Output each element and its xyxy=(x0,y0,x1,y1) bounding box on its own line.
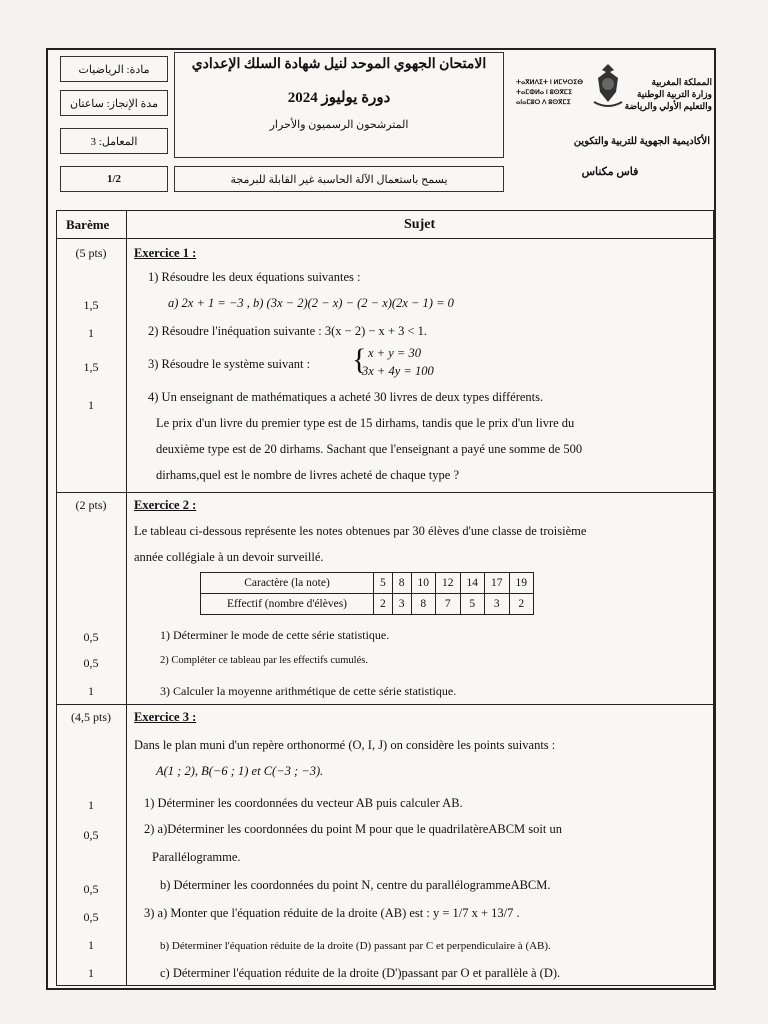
exam-title: الامتحان الجهوي الموحد لنيل شهادة السلك الإعدادي xyxy=(191,57,487,72)
coefficient-label: المعامل: 3 xyxy=(90,135,138,148)
ex3-q3c-points: 1 xyxy=(88,966,94,980)
header-row-line xyxy=(56,238,714,239)
table-cell: 2 xyxy=(374,594,393,615)
ex1-title: Exercice 1 : xyxy=(134,246,197,260)
sujet-header: Sujet xyxy=(404,217,436,232)
ex2-q2-points: 0,5 xyxy=(83,656,99,670)
region-label: فاس مكناس xyxy=(581,166,639,178)
bareme-divider xyxy=(126,210,127,986)
candidates-label: المترشحون الرسميون والأحرار xyxy=(269,119,409,131)
table-cell: 8 xyxy=(411,594,436,615)
duration-label: مدة الإنجاز: ساعتان xyxy=(69,97,159,110)
subject-label: مادة: الرياضيات xyxy=(78,63,150,76)
calculator-note: يسمح باستعمال الآلة الحاسبة غير القابلة للبرمجة xyxy=(230,173,448,186)
ex2-intro-line2: année collégiale à un devoir surveillé. xyxy=(134,550,324,564)
system-eq1: x + y = 30 xyxy=(368,346,421,360)
bareme-header: Barème xyxy=(66,217,110,232)
ex2-q2: 2) Compléter ce tableau par les effectifs cumulés. xyxy=(160,655,368,666)
academy-label: الأكاديمية الجهوية للتربية والتكوين xyxy=(573,136,710,147)
table-cell: 3 xyxy=(485,594,510,615)
coefficient-box xyxy=(60,128,168,154)
ex1-bottom-line xyxy=(56,492,714,493)
ex1-q1-equations: a) 2x + 1 = −3 , b) (3x − 2)(2 − x) − (2 − x)(2x − 1) = 0 xyxy=(168,296,454,310)
ex1-q3: 3) Résoudre le système suivant : xyxy=(148,357,311,371)
table-cell: 5 xyxy=(460,594,485,615)
system-eq2: 3x + 4y = 100 xyxy=(362,364,434,378)
ex1-q1: 1) Résoudre les deux équations suivantes : xyxy=(148,270,361,284)
ex3-q3c: c) Déterminer l'équation réduite de la droite (D')passant par O et parallèle à (D). xyxy=(160,966,561,980)
ex1-q4-line4: dirhams,quel est le nombre de livres acheté de chaque type ? xyxy=(156,468,460,482)
ex3-q3b-points: 1 xyxy=(88,938,94,952)
table-cell: 5 xyxy=(374,573,393,594)
ex2-title: Exercice 2 : xyxy=(134,498,197,512)
institution-arabic xyxy=(612,76,712,112)
ministry-label: وزارة التربية الوطنية xyxy=(636,89,712,99)
system-brace: { xyxy=(352,343,367,376)
table-cell: 17 xyxy=(485,573,510,594)
table-cell: 2 xyxy=(509,594,534,615)
ex1-q4-line2: Le prix d'un livre du premier type est de 15 dirhams, tandis que le prix d'un livre du xyxy=(156,416,575,430)
ex3-q3b: b) Déterminer l'équation réduite de la droite (D) passant par C et perpendiculaire à (AB). xyxy=(160,940,551,952)
ex3-q1-points: 1 xyxy=(88,798,94,812)
ex1-q4: 4) Un enseignant de mathématiques a acheté 30 livres de deux types différents. xyxy=(148,390,544,404)
ex3-points: (4,5 pts) xyxy=(71,710,111,724)
ex2-bottom-line xyxy=(56,704,714,705)
institution-latin: ⵜⴰⴳⵍⴷⵉⵜ ⵏ ⵍⵎⵖⵔⵉⴱ ⵜⴰⵎⵀⵍⴰ ⵏ ⵓⵙⴳⵎⵉ ⴰⵏⴰⵎⵓⵔ ⴷ ⵓⵙⴳⵎⵉ xyxy=(516,79,583,106)
ministry-label-2: والتعليم الأولي والرياضة xyxy=(624,101,712,111)
page-number-box xyxy=(60,166,168,192)
ex3-q2a: 2) a)Déterminer les coordonnées du point M pour que le quadrilatèreABCM soit un xyxy=(144,822,562,836)
ex3-q3a: 3) a) Monter que l'équation réduite de la droite (AB) est : y = 1/7 x + 13/7 . xyxy=(144,906,520,920)
ex2-q3: 3) Calculer la moyenne arithmétique de cette série statistique. xyxy=(160,684,457,698)
table-row xyxy=(201,573,534,594)
calculator-box xyxy=(174,166,504,192)
ex3-points-list: A(1 ; 2), B(−6 ; 1) et C(−3 ; −3). xyxy=(156,764,324,778)
ex1-q4-points: 1 xyxy=(88,398,94,412)
table-cell: 10 xyxy=(411,573,436,594)
ex1-q3-points: 1,5 xyxy=(83,360,99,374)
grades-table xyxy=(200,572,534,615)
table-cell: 19 xyxy=(509,573,534,594)
ex3-q1: 1) Déterminer les coordonnées du vecteur AB puis calculer AB. xyxy=(144,796,463,810)
ex3-q2a-points: 0,5 xyxy=(83,828,99,842)
ex2-q1-points: 0,5 xyxy=(83,630,99,644)
row-label-effectif: Effectif (nombre d'élèves) xyxy=(201,594,374,615)
duration-box xyxy=(60,90,168,116)
page-number: 1/2 xyxy=(106,173,122,185)
ex2-q1: 1) Déterminer le mode de cette série statistique. xyxy=(160,628,390,642)
table-row xyxy=(201,594,534,615)
ex2-points: (2 pts) xyxy=(75,498,107,512)
row-label-notes: Caractère (la note) xyxy=(201,573,374,594)
ex3-q2b: b) Déterminer les coordonnées du point N, centre du parallélogrammeABCM. xyxy=(160,878,551,892)
table-cell: 12 xyxy=(436,573,461,594)
table-cell: 3 xyxy=(392,594,411,615)
table-cell: 7 xyxy=(436,594,461,615)
ex1-q4-line3: deuxième type est de 20 dirhams. Sachant que l'enseignant a payé une somme de 500 xyxy=(156,442,583,456)
ex1-q1-points: 1,5 xyxy=(83,298,99,312)
ex1-points: (5 pts) xyxy=(75,246,107,260)
ex3-q2a-line2: Parallélogramme. xyxy=(152,850,241,864)
ex2-q3-points: 1 xyxy=(88,684,94,698)
ex1-q2-points: 1 xyxy=(88,326,94,340)
ex3-intro: Dans le plan muni d'un repère orthonormé (O, I, J) on considère les points suivants : xyxy=(134,738,556,752)
ex2-intro-line1: Le tableau ci-dessous représente les notes obtenues par 30 élèves d'une classe de troisième xyxy=(134,524,587,538)
ex3-q3a-points: 0,5 xyxy=(83,910,99,924)
table-cell: 14 xyxy=(460,573,485,594)
ex1-q2: 2) Résoudre l'inéquation suivante : 3(x − 2) − x + 3 < 1. xyxy=(148,324,428,338)
ex3-title: Exercice 3 : xyxy=(134,710,197,724)
session-title: دورة يوليوز 2024 xyxy=(287,90,391,106)
kingdom-label: المملكة المغربية xyxy=(651,77,712,87)
subject-box xyxy=(60,56,168,82)
table-cell: 8 xyxy=(392,573,411,594)
ex3-q2b-points: 0,5 xyxy=(83,882,99,896)
